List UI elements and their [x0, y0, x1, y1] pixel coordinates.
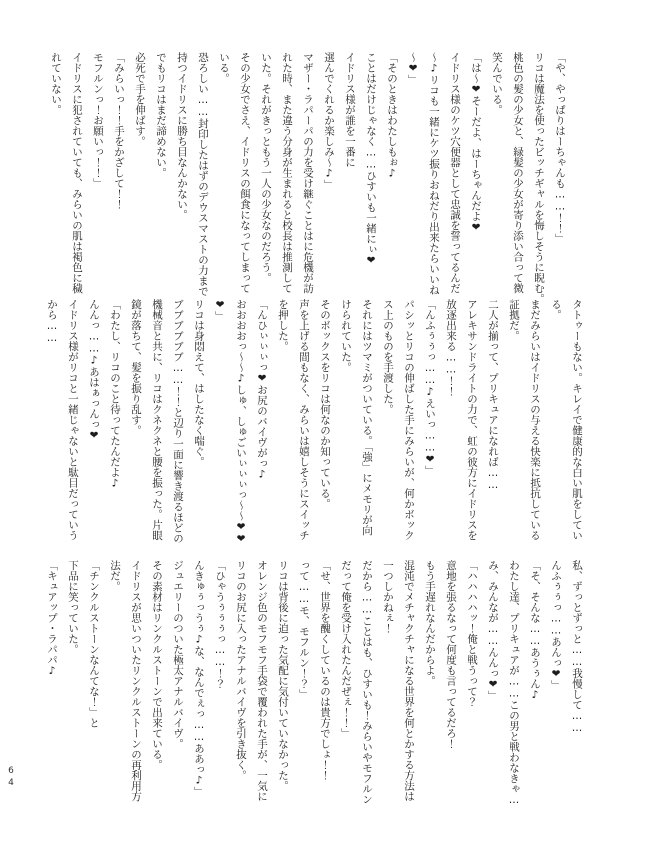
text-line: けられていた。 — [340, 299, 352, 373]
text-line: 〜❤」 — [407, 52, 419, 85]
text-line: その少女でさえ、イドリスの餌食になってしまって — [239, 52, 251, 294]
text-line: その素材はリンクルストーンで出来ている。 — [151, 560, 163, 770]
text-line: 声を上げる間もなく、みらいは嬉しそうにスイッチ — [298, 299, 310, 541]
text-line: ス上のものを手渡した。 — [382, 299, 394, 415]
text-line: リコは身悶えて、はしたなく喘ぐ。 — [193, 299, 205, 467]
text-line: 二人が揃って、プリキュアになれば…… — [487, 299, 499, 491]
text-line: イドリス様が誰を一番に — [344, 52, 356, 168]
text-line: 混沌でメチャクチャになる世界を何とかする方法は — [403, 560, 415, 802]
text-line: 〜♪リコも一緒にケツ振りおねだり出来たらいいね — [428, 52, 440, 295]
text-line: を押した。 — [277, 299, 289, 352]
text-line: 「そ、そんな……あうぅん♪ — [529, 560, 541, 701]
text-band-middle — [41, 299, 587, 557]
text-line: イドリスに犯されていても、みらいの肌は褐色に穢 — [71, 52, 83, 294]
text-line: 放逐出来る……！！ — [445, 299, 457, 397]
text-line: モフルンっ！お願いっ！！」 — [92, 52, 104, 189]
text-line: イドリス様のケツ穴便器として忠誠を誓ってるんだ — [449, 52, 461, 294]
text-line: リコは魔法を使ったビッチギャルを悔しそうに睨む。 — [533, 52, 545, 304]
text-line: だって俺を受け入れたんだぜぇ！！」 — [340, 560, 352, 739]
text-line: 「や、やっぱりはーちゃんも……！！」 — [554, 52, 566, 244]
text-line: まだみらいはイドリスの与える快楽に抵抗している — [529, 299, 541, 541]
text-line: 鏡が落ちて、髪を振り乱す。 — [130, 299, 142, 436]
text-line: それにはツマミがついている。「強」にメモリが向 — [361, 299, 373, 536]
text-line: オレンジ色のモフモフ手袋で覆われた手が、一気に — [256, 560, 268, 802]
text-line: 「そのときはわたしもぉ♪ — [386, 52, 398, 180]
text-line: 「んひぃぃぃっ❤お尻のバイヴがっ♪ — [256, 299, 268, 481]
text-line: イドリス様がリコと一緒じゃないと駄目だっていう — [67, 299, 79, 541]
text-line: 笑んでいる。 — [491, 52, 503, 115]
text-line: ことはだけじゃなく……ひすいも一緒にぃ❤ — [365, 52, 377, 267]
text-line: って……モ、モフルン！？」 — [298, 560, 310, 700]
text-line: 「キュアップ・ラパパ♪ — [46, 560, 58, 677]
text-line: から…… — [46, 299, 58, 344]
page-number: 64 — [6, 766, 16, 790]
text-line: わたし達、プリキュアが……この男と戦わなきゃ… — [508, 560, 520, 806]
text-line: んふぅぅっ……あんっ❤」 — [550, 560, 562, 691]
text-line: ブブブブブブ……！！と辺り一面に響き渡るほどの — [172, 299, 184, 544]
text-line: 「んふぅぅっ……♪えいっ……❤」 — [424, 299, 436, 476]
text-line: もう手遅れなんだからよ。 — [424, 560, 436, 686]
text-line: でもリコはまだ諦めない。 — [155, 52, 167, 178]
text-line: マザー・ラパーパの力を受け継ぐことはに危機が訪 — [302, 52, 314, 294]
text-line: 持つイドリスに勝ち目なんかない。 — [176, 52, 188, 220]
text-line: 「ハハハハッ！俺と戦うって？ — [466, 560, 478, 707]
text-line: 必死で手を伸ばす。 — [134, 52, 146, 147]
text-line: 「わたし、リコのこと待ってたんだよ♪ — [109, 299, 121, 490]
text-line: 恐ろしい……封印したはずのデウスマストの力まで — [197, 52, 209, 297]
text-line: パシッとリコの伸ばした手にみらいが、何かボック — [403, 299, 415, 541]
text-line: リコのお尻に入ったアナルバイヴを引き抜く。 — [235, 560, 247, 781]
text-band-top — [45, 52, 570, 302]
text-line: 私、ずっとずっと……我慢して…… — [571, 560, 583, 734]
text-line: れた時、また違う分身が生まれると校長は推測して — [281, 52, 293, 294]
text-line: アレキサンドライトの力で、虹の彼方にイドリスを — [466, 299, 478, 541]
text-line: タトゥーもない。キレイで健康的な白い肌をしてい — [571, 299, 583, 541]
text-line: 「チンクルストーンなんてな！」と — [88, 560, 100, 728]
text-line: 機械音と共に、リコはクネクネと腰を振った。片眼 — [151, 299, 163, 541]
text-line: 選んでくれるか楽しみ〜♪」 — [323, 52, 335, 190]
text-line: 下品に笑っていた。 — [67, 560, 79, 655]
text-line: 桃色の髪の少女と、緑髪の少女が寄り添い合って微 — [512, 52, 524, 294]
text-line: れていない。 — [50, 52, 62, 115]
text-line: 「ひゃうぅぅぅっ……！？ — [214, 560, 226, 689]
text-line: 証拠だ。 — [508, 299, 520, 341]
text-line: いる。 — [218, 52, 230, 84]
text-band-bottom — [41, 560, 587, 847]
text-line: 意地を張るなって何度も言ってるだろ！ — [445, 560, 457, 749]
text-line: いた。それがきっともう一人の少女なのだろう。 — [260, 52, 272, 283]
text-line: ジュエリーのついた極太アナルバイヴ。 — [172, 560, 184, 749]
text-line: 「は〜❤そーだよ、はーちゃんだよ❤ — [470, 52, 482, 234]
text-line: 法だ。 — [109, 560, 121, 592]
text-line: んきゅぅっうぅ♪な、なんでぇっ……ああっ♪」 — [193, 560, 205, 797]
text-line: み、みんなが……んんっ❤」 — [487, 560, 499, 701]
text-line: んんっ……♪あはぁっんっ❤ — [88, 299, 100, 442]
text-line: イドリスが思いついたリンクルストーンの再利用方 — [130, 560, 142, 802]
text-line: ❤」 — [214, 299, 226, 322]
text-line: だから……ことはも、ひすいも！みらいやモフルン — [361, 560, 373, 805]
text-line: そのボックスをリコは何なのか知っている。 — [319, 299, 331, 509]
text-line: 「みらいっ！！手をかざして！！ — [113, 52, 125, 210]
text-line: おおおおっ〜〜♪しゅ、しゅごいぃぃぃっ〜〜❤❤ — [235, 299, 247, 545]
text-line: 一つしかねぇ！ — [382, 560, 394, 634]
text-line: リコは背後に迫った気配に気付いていなかった。 — [277, 560, 289, 791]
text-line: る。 — [550, 299, 562, 320]
text-line: 「せ、世界を醜くしているのは貴方でしょ！！ — [319, 560, 331, 781]
